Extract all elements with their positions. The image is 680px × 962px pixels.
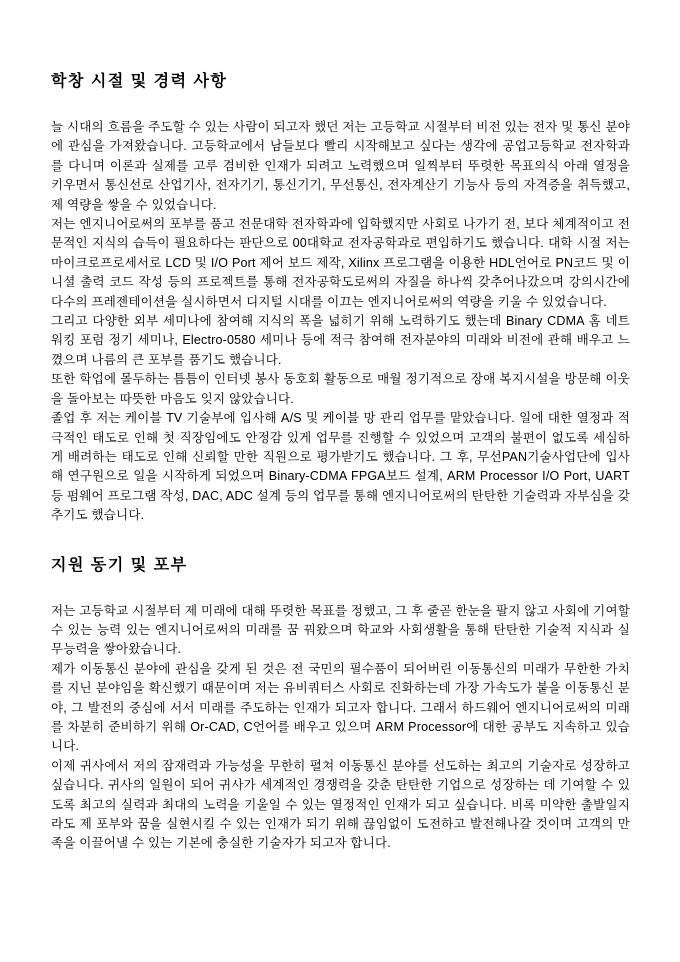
- paragraph-motivation-1: 저는 고등학교 시절부터 제 미래에 대해 뚜렷한 목표를 정했고, 그 후 줄곧 한눈을 팔지 않고 사회에 기여할 수 있는 능력 있는 엔지니어로써의 미래를 꿈 꿔왔으며 학교와 사회생활을 통해 탄탄한 기술적 지식과 실무능력을 쌓아왔습니다.: [51, 603, 630, 657]
- section-body-motivation: [51, 602, 630, 854]
- paragraph-career-4: 또한 학업에 몰두하는 틈틈이 인터넷 봉사 동호회 활동으로 매월 정기적으로 장애 복지시설을 방문해 이웃을 돌아보는 따뜻한 마음도 잊지 않았습니다.: [51, 372, 630, 406]
- paragraph-career-2: 저는 엔지니어로써의 포부를 품고 전문대학 전자학과에 입학했지만 사회로 나가기 전, 보다 체계적이고 전문적인 지식의 습득이 필요하다는 판단으로 00대학교 전자공학과로 편입하기도 했습니다. 대학 시절 저는 마이크로프로세서로 LCD 및 I/O Port 제어 보드 제작, Xilinx 프로그램을 이용한 HDL언어로 PN코드 및 이니셜 출력 코드 작성 등의 프로젝트를 통해 전자공학도로써의 자질을 하나씩 갖추어나갔으며 강의시간에 다수의 프레젠테이션을 실시하면서 디지털 시대를 이끄는 엔지니어로써의 역량을 키울 수 있었습니다.: [51, 217, 630, 309]
- paragraph-career-1: 늘 시대의 흐름을 주도할 수 있는 사람이 되고자 했던 저는 고등학교 시절부터 비전 있는 전자 및 통신 분야에 관심을 가져왔습니다. 고등학교에서 남들보다 빨리 시작해보고 싶다는 생각에 공업고등학교 전자학과를 다니며 이론과 실제를 고루 겸비한 인재가 되려고 노력했으며 일찍부터 뚜렷한 목표의식 아래 열정을 키우면서 통신선로 산업기사, 전자기기, 통신기기, 무선통신, 전자계산기 기능사 등의 자격증을 취득했고, 제 역량을 쌓을 수 있었습니다.: [51, 120, 630, 212]
- paragraph-career-3: 그리고 다양한 외부 세미나에 참여해 지식의 폭을 넓히기 위해 노력하기도 했는데 Binary CDMA 홈 네트워킹 포럼 정기 세미나, Electro-0580 세미나 등에 적극 참여해 전자분야의 미래와 비전에 관해 배우고 느꼈으며 나름의 큰 포부를 품기도 했습니다.: [51, 314, 630, 367]
- paragraph-career-5: 졸업 후 저는 케이블 TV 기술부에 입사해 A/S 및 케이블 망 관리 업무를 맡았습니다. 일에 대한 열정과 적극적인 태도로 인해 첫 직장임에도 안정감 있게 업무를 진행할 수 있었으며 고객의 불편이 없도록 세심하게 배려하는 태도로 인해 신뢰할 만한 직원으로 평가받기도 했습니다. 그 후, 무선PAN기술사업단에 입사해 연구원으로 일을 시작하게 되었으며 Binary-CDMA FPGA보드 설계, ARM Processor I/O Port, UART등 펌웨어 프로그램 작성, DAC, ADC 설계 등의 업무를 통해 엔지니어로써의 탄탄한 기술력과 자부심을 갖추기도 했습니다.: [51, 411, 630, 523]
- section-heading-motivation: 지원 동기 및 포부: [51, 556, 188, 574]
- section-body-career: [51, 118, 630, 526]
- paragraph-motivation-2: 제가 이동통신 분야에 관심을 갖게 된 것은 전 국민의 필수품이 되어버린 이동통신의 미래가 무한한 가치를 지닌 분야임을 확신했기 때문이며 저는 유비쿼터스 사회로 진화하는데 가장 가속도가 붙을 이동통신 분야, 그 발전의 중심에 서서 미래를 주도하는 인재가 되고자 합니다. 그래서 하드웨어 엔지니어로써의 미래를 차분히 준비하기 위해 Or-CAD, C언어를 배우고 있으며 ARM Processor에 대한 공부도 지속하고 있습니다.: [51, 661, 630, 754]
- section-heading-career: 학창 시절 및 경력 사항: [51, 73, 228, 90]
- paragraph-motivation-3: 이제 귀사에서 저의 잠재력과 가능성을 무한히 펼쳐 이동통신 분야를 선도하는 최고의 기술자로 성장하고 싶습니다. 귀사의 일원이 되어 귀사가 세계적인 경쟁력을 갖춘 탄탄한 기업으로 성장하는 데 기여할 수 있도록 최고의 실력과 최대의 노력을 기울일 수 있는 열정적인 인재가 되고 싶습니다. 비록 미약한 출발일지라도 제 포부와 꿈을 실현시킬 수 있는 인재가 되기 위해 끊임없이 도전하고 발전해나갈 것이며 고객의 만족을 이끌어낼 수 있는 기본에 충실한 기술자가 되고자 합니다.: [51, 758, 630, 851]
